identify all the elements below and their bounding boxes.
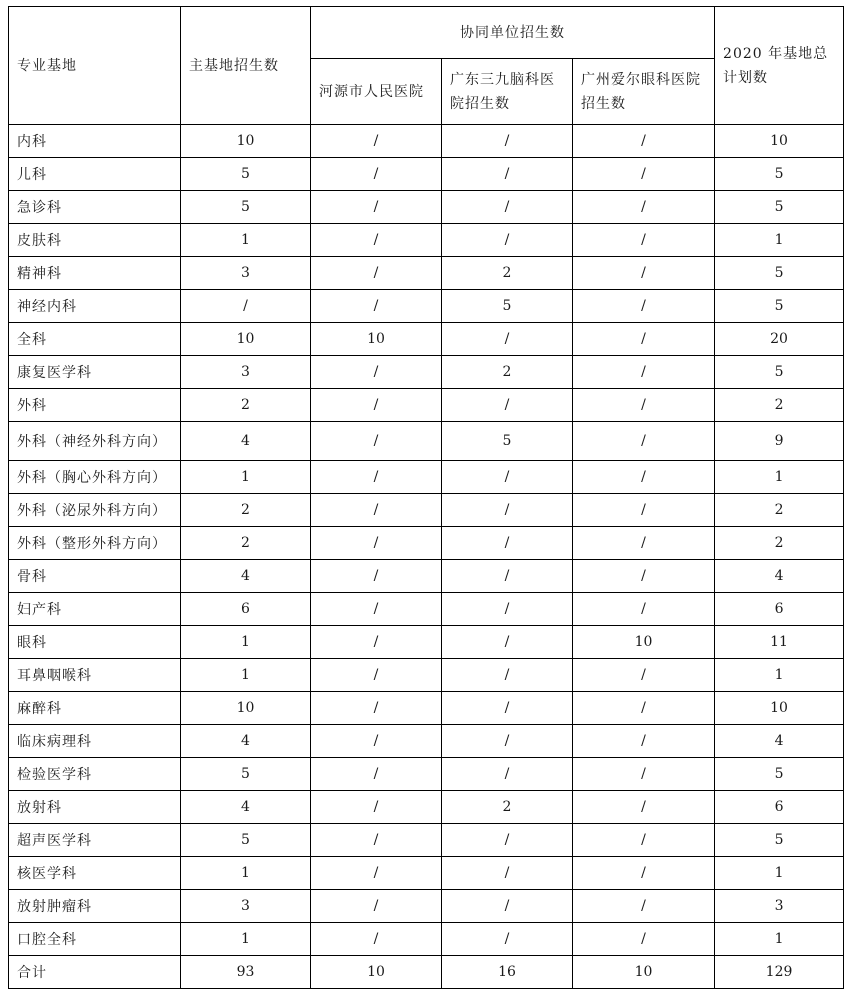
sanjiu-cell: / [442,593,573,626]
table-row [9,626,844,659]
aier-cell: / [573,560,715,593]
table-row [9,890,844,923]
name-cell: 妇产科 [9,593,181,626]
aier-cell: / [573,323,715,356]
header-specialty: 专业基地 [9,7,181,125]
sanjiu-cell: 5 [442,290,573,323]
heyuan-cell: / [311,758,442,791]
total-cell: 5 [715,290,844,323]
name-cell: 放射科 [9,791,181,824]
aier-cell: / [573,824,715,857]
main-base-cell: 2 [181,494,311,527]
name-cell: 全科 [9,323,181,356]
total-cell: 11 [715,626,844,659]
total-cell: 5 [715,158,844,191]
total-cell: 5 [715,191,844,224]
heyuan-cell: / [311,191,442,224]
total-cell: 10 [715,692,844,725]
name-cell: 康复医学科 [9,356,181,389]
heyuan-cell: / [311,857,442,890]
total-cell: 9 [715,422,844,461]
table-row [9,389,844,422]
aier-cell: / [573,356,715,389]
sanjiu-cell: / [442,725,573,758]
sanjiu-cell: / [442,527,573,560]
sanjiu-cell: / [442,461,573,494]
table-row [9,527,844,560]
total-cell: 4 [715,725,844,758]
main-base-cell: 5 [181,824,311,857]
main-base-cell: 3 [181,356,311,389]
main-base-cell: 4 [181,422,311,461]
total-cell: 5 [715,257,844,290]
main-base-cell: 4 [181,725,311,758]
name-cell: 皮肤科 [9,224,181,257]
header-unit-aier: 广州爱尔眼科医院招生数 [573,59,715,125]
header-unit-sanjiu: 广东三九脑科医院招生数 [442,59,573,125]
heyuan-cell: / [311,560,442,593]
name-cell: 临床病理科 [9,725,181,758]
sanjiu-cell: / [442,224,573,257]
total-cell: 1 [715,224,844,257]
aier-cell: / [573,692,715,725]
heyuan-cell: 10 [311,323,442,356]
heyuan-cell: / [311,224,442,257]
total-cell: 20 [715,323,844,356]
sanjiu-cell: / [442,389,573,422]
main-base-cell: 6 [181,593,311,626]
aier-cell: / [573,125,715,158]
table-row [9,125,844,158]
sanjiu-cell: / [442,158,573,191]
name-cell: 神经内科 [9,290,181,323]
table-row [9,323,844,356]
heyuan-cell: / [311,725,442,758]
main-base-cell: 10 [181,125,311,158]
table-row [9,356,844,389]
name-cell: 外科（胸心外科方向） [9,461,181,494]
name-cell: 口腔全科 [9,923,181,956]
heyuan-cell: / [311,158,442,191]
table-row [9,560,844,593]
heyuan-cell: / [311,527,442,560]
main-base-cell: 1 [181,224,311,257]
heyuan-cell: / [311,791,442,824]
sanjiu-cell: / [442,923,573,956]
table-row [9,494,844,527]
main-base-cell: 5 [181,758,311,791]
name-cell: 内科 [9,125,181,158]
sanjiu-cell: 2 [442,791,573,824]
total-cell: 1 [715,461,844,494]
name-cell: 麻醉科 [9,692,181,725]
aier-cell: / [573,422,715,461]
table-row [9,725,844,758]
heyuan-cell: / [311,257,442,290]
total-cell: 4 [715,560,844,593]
heyuan-cell: / [311,422,442,461]
heyuan-cell: / [311,659,442,692]
sanjiu-cell: / [442,659,573,692]
sanjiu-cell: / [442,323,573,356]
sanjiu-cell: 5 [442,422,573,461]
table-row [9,692,844,725]
heyuan-cell: / [311,356,442,389]
sanjiu-cell: / [442,857,573,890]
name-cell: 检验医学科 [9,758,181,791]
aier-cell: / [573,923,715,956]
sanjiu-cell: / [442,890,573,923]
name-cell: 外科（整形外科方向） [9,527,181,560]
heyuan-cell: / [311,593,442,626]
aier-cell: / [573,191,715,224]
sanjiu-cell: / [442,824,573,857]
aier-cell: / [573,791,715,824]
name-cell: 外科 [9,389,181,422]
aier-cell: / [573,224,715,257]
table-row [9,791,844,824]
total-cell: 10 [715,125,844,158]
table-row [9,923,844,956]
total-cell: 5 [715,824,844,857]
main-base-cell: 1 [181,923,311,956]
sanjiu-cell: / [442,191,573,224]
table-row [9,290,844,323]
sanjiu-cell: / [442,758,573,791]
sanjiu-cell: 2 [442,257,573,290]
name-cell: 超声医学科 [9,824,181,857]
sanjiu-cell: / [442,125,573,158]
aier-cell: / [573,527,715,560]
main-base-cell: / [181,290,311,323]
heyuan-cell: / [311,494,442,527]
name-cell: 外科（泌尿外科方向） [9,494,181,527]
aier-cell: / [573,494,715,527]
total-cell: 2 [715,494,844,527]
name-cell: 耳鼻咽喉科 [9,659,181,692]
main-base-cell: 93 [181,956,311,989]
total-row [9,956,844,989]
heyuan-cell: / [311,890,442,923]
sanjiu-cell: 2 [442,356,573,389]
enrollment-table [8,6,844,989]
total-cell: 3 [715,890,844,923]
aier-cell: / [573,389,715,422]
aier-cell: / [573,158,715,191]
main-base-cell: 1 [181,857,311,890]
heyuan-cell: / [311,461,442,494]
aier-cell: / [573,758,715,791]
sanjiu-cell: / [442,494,573,527]
main-base-cell: 2 [181,527,311,560]
heyuan-cell: / [311,824,442,857]
name-cell: 外科（神经外科方向） [9,422,181,461]
table-body [9,125,844,989]
aier-cell: / [573,725,715,758]
main-base-cell: 10 [181,692,311,725]
name-cell: 急诊科 [9,191,181,224]
total-cell: 5 [715,758,844,791]
header-cooperating-units: 协同单位招生数 [311,7,715,59]
sanjiu-cell: 16 [442,956,573,989]
heyuan-cell: / [311,389,442,422]
main-base-cell: 5 [181,191,311,224]
table-row [9,824,844,857]
table-row [9,191,844,224]
aier-cell: 10 [573,956,715,989]
total-cell: 2 [715,527,844,560]
name-cell: 眼科 [9,626,181,659]
main-base-cell: 2 [181,389,311,422]
total-cell: 6 [715,593,844,626]
table-row [9,257,844,290]
table-row [9,758,844,791]
aier-cell: / [573,593,715,626]
heyuan-cell: / [311,125,442,158]
total-cell: 6 [715,791,844,824]
total-cell: 5 [715,356,844,389]
main-base-cell: 3 [181,257,311,290]
heyuan-cell: 10 [311,956,442,989]
sanjiu-cell: / [442,560,573,593]
heyuan-cell: / [311,290,442,323]
header-unit-heyuan: 河源市人民医院 [311,59,442,125]
aier-cell: / [573,257,715,290]
aier-cell: / [573,659,715,692]
name-cell: 骨科 [9,560,181,593]
main-base-cell: 1 [181,626,311,659]
sanjiu-cell: / [442,692,573,725]
total-cell: 1 [715,857,844,890]
heyuan-cell: / [311,692,442,725]
main-base-cell: 4 [181,791,311,824]
table-row [9,461,844,494]
main-base-cell: 10 [181,323,311,356]
aier-cell: / [573,461,715,494]
table-row [9,659,844,692]
aier-cell: / [573,857,715,890]
table-row [9,422,844,461]
name-cell: 放射肿瘤科 [9,890,181,923]
main-base-cell: 5 [181,158,311,191]
total-cell: 129 [715,956,844,989]
header-total-plan: 2020 年基地总计划数 [715,7,844,125]
name-cell: 合计 [9,956,181,989]
header-main-base: 主基地招生数 [181,7,311,125]
total-cell: 2 [715,389,844,422]
heyuan-cell: / [311,923,442,956]
heyuan-cell: / [311,626,442,659]
aier-cell: / [573,890,715,923]
total-cell: 1 [715,659,844,692]
aier-cell: 10 [573,626,715,659]
table-row [9,224,844,257]
table-row [9,593,844,626]
name-cell: 核医学科 [9,857,181,890]
sanjiu-cell: / [442,626,573,659]
main-base-cell: 4 [181,560,311,593]
table-row [9,158,844,191]
table-row [9,857,844,890]
aier-cell: / [573,290,715,323]
name-cell: 精神科 [9,257,181,290]
total-cell: 1 [715,923,844,956]
main-base-cell: 1 [181,461,311,494]
main-base-cell: 3 [181,890,311,923]
main-base-cell: 1 [181,659,311,692]
name-cell: 儿科 [9,158,181,191]
